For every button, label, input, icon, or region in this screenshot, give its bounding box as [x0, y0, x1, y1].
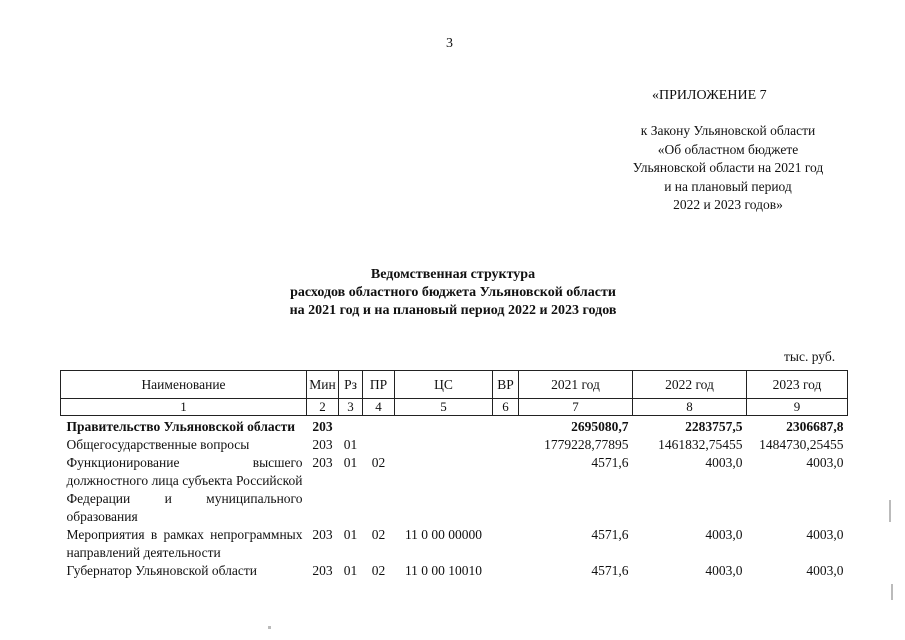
column-header: ПР — [363, 371, 395, 399]
cell-vr — [493, 416, 519, 437]
scan-artifact — [891, 584, 893, 600]
cell-vr — [493, 454, 519, 526]
cell-name: Губернатор Ульяновской области — [66, 563, 258, 578]
cell-2021: 4571,6 — [591, 563, 629, 578]
column-number: 1 — [61, 399, 307, 416]
cell-cs — [395, 454, 493, 526]
column-number: 8 — [633, 399, 747, 416]
table-header-row — [61, 371, 848, 399]
budget-table — [60, 370, 848, 580]
cell-pr: 02 — [371, 455, 386, 470]
units-label: тыс. руб. — [784, 349, 836, 364]
column-number: 5 — [395, 399, 493, 416]
appendix-reference-line: Ульяновской области на 2021 год — [632, 160, 824, 175]
appendix-title: «ПРИЛОЖЕНИЕ 7 — [652, 88, 767, 103]
cell-min: 203 — [312, 563, 333, 578]
cell-vr — [493, 436, 519, 454]
column-header: Наименование — [61, 371, 307, 399]
cell-min: 203 — [312, 527, 333, 542]
cell-cs: 11 0 00 10010 — [404, 563, 483, 578]
column-header: ЦС — [395, 371, 493, 399]
cell-pr: 02 — [371, 527, 386, 542]
scan-artifact — [889, 500, 891, 522]
cell-pr — [363, 436, 395, 454]
cell-2022: 2283757,5 — [685, 419, 743, 434]
column-number: 9 — [747, 399, 848, 416]
column-number-row — [61, 399, 848, 416]
column-header: Рз — [339, 371, 363, 399]
page-number: 3 — [446, 36, 453, 51]
cell-pr — [363, 416, 395, 437]
column-number: 7 — [519, 399, 633, 416]
cell-min: 203 — [312, 437, 333, 452]
column-number: 4 — [363, 399, 395, 416]
column-number: 6 — [493, 399, 519, 416]
cell-vr — [493, 526, 519, 562]
cell-2021: 2695080,7 — [571, 419, 629, 434]
document-title-line: расходов областного бюджета Ульяновской области — [290, 285, 616, 300]
cell-min: 203 — [312, 455, 333, 470]
cell-pr: 02 — [371, 563, 386, 578]
scan-artifact — [268, 626, 271, 629]
table-row — [61, 454, 848, 526]
column-number: 3 — [339, 399, 363, 416]
column-header: ВР — [493, 371, 519, 399]
cell-cs — [395, 416, 493, 437]
cell-2022: 1461832,75455 — [658, 437, 743, 452]
table-row — [61, 436, 848, 454]
appendix-reference-line: к Закону Ульяновской области — [640, 123, 816, 138]
document-title-line: Ведомственная структура — [370, 267, 536, 282]
table-row — [61, 526, 848, 562]
appendix-reference-line: 2022 и 2023 годов» — [673, 197, 783, 212]
cell-name: Мероприятия в рамках непрограммных направлений деятельности — [66, 527, 303, 560]
cell-2023: 4003,0 — [806, 455, 844, 470]
cell-rz — [339, 416, 363, 437]
cell-2021: 1779228,77895 — [544, 437, 629, 452]
cell-rz: 01 — [343, 527, 358, 542]
column-header: 2022 год — [633, 371, 747, 399]
appendix-reference-line: и на плановый период — [664, 178, 792, 194]
column-header: 2023 год — [747, 371, 848, 399]
cell-2023: 1484730,25455 — [759, 437, 844, 452]
cell-cs — [395, 436, 493, 454]
cell-rz: 01 — [343, 455, 358, 470]
document-title — [220, 266, 686, 320]
cell-2022: 4003,0 — [705, 455, 743, 470]
document-title-line: на 2021 год и на плановый период 2022 и 2023 годов — [289, 303, 617, 318]
cell-min: 203 — [312, 419, 333, 434]
cell-name: Правительство Ульяновской области — [66, 419, 296, 434]
cell-2021: 4571,6 — [591, 455, 629, 470]
appendix-reference-line: «Об областном бюджете — [657, 141, 799, 157]
cell-2022: 4003,0 — [705, 527, 743, 542]
column-header: 2021 год — [519, 371, 633, 399]
column-header: Мин — [307, 371, 339, 399]
cell-2023: 4003,0 — [806, 527, 844, 542]
cell-rz: 01 — [343, 437, 358, 452]
cell-vr — [493, 562, 519, 580]
column-number: 2 — [307, 399, 339, 416]
cell-cs: 11 0 00 00000 — [404, 527, 483, 542]
cell-name: Общегосударственные вопросы — [66, 437, 250, 452]
cell-2022: 4003,0 — [705, 563, 743, 578]
appendix-reference — [600, 122, 856, 215]
cell-name: Функционирование высшего должностного лица субъекта Российской Федерации и муниципального образования — [66, 455, 303, 524]
cell-2021: 4571,6 — [591, 527, 629, 542]
cell-2023: 2306687,8 — [786, 419, 844, 434]
cell-rz: 01 — [343, 563, 358, 578]
table-row — [61, 416, 848, 437]
table-row — [61, 562, 848, 580]
cell-2023: 4003,0 — [806, 563, 844, 578]
